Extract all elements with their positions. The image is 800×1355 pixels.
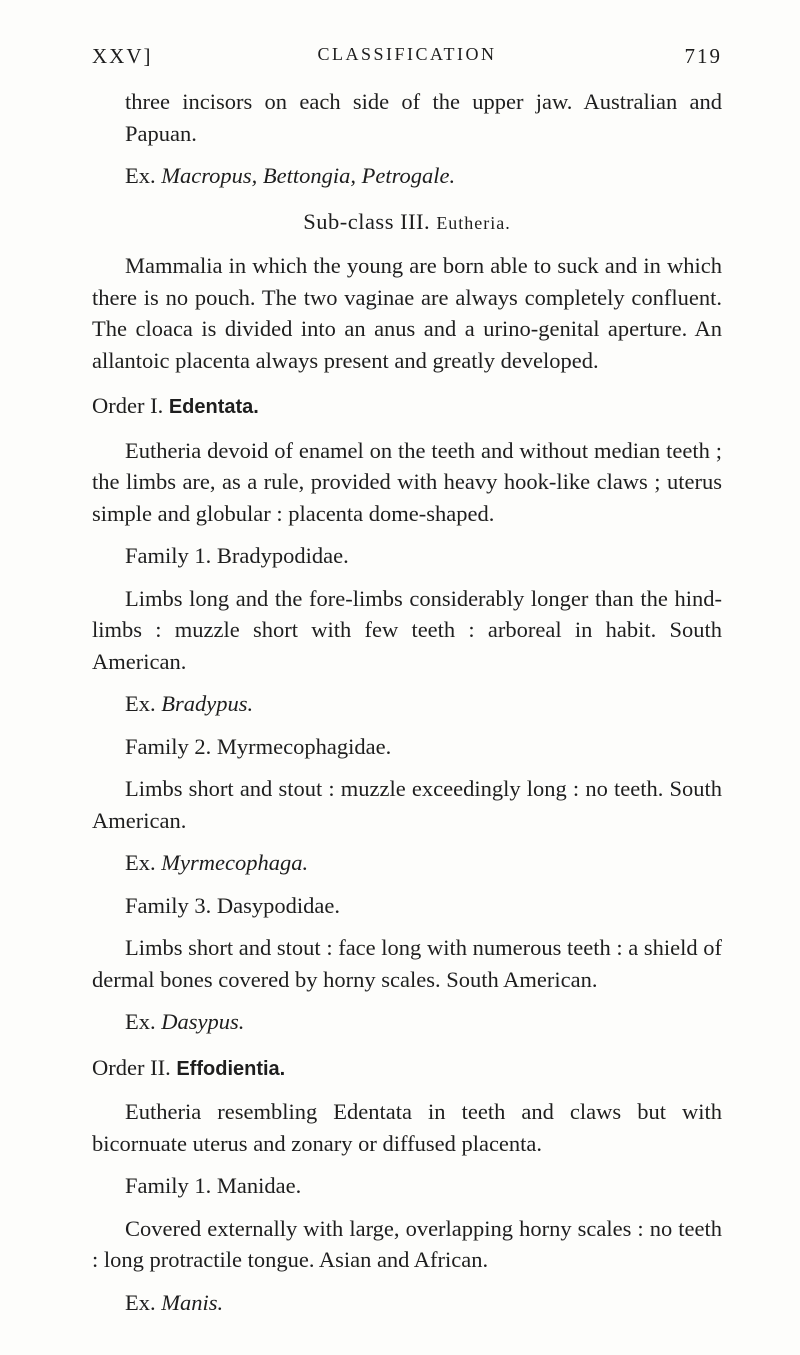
example-prefix: Ex. [125,691,156,716]
chapter-number: XXV] [92,44,153,68]
example-prefix: Ex. [125,850,156,875]
example-genus: Manis. [161,1289,224,1315]
example-genus: Bradypus. [161,691,254,716]
family-description: Covered externally with large, overlapping horny scales : no teeth : long protractile tongue. Asian and African. [92,1215,722,1272]
example-line [92,1287,722,1319]
text-line: three incisors on each side of the upper jaw. Australian [125,89,678,114]
page-body [92,86,722,1318]
family-heading: Family 3. Dasypodidae. [125,892,340,918]
example-prefix: Ex. [125,163,156,188]
eutheria-description: Mammalia in which the young are born able to suck and in which there is no pouch. The two vaginae are always completely confluent. The cloaca is divided into an anus and a urino-genital aperture. An allantoic placenta always present and greatly developed. [92,253,722,373]
edentata-description: Eutheria devoid of enamel on the teeth and without median teeth ; the limbs are, as a rule, provided with heavy hook-like claws ; uterus simple and globular : placenta dome-shaped. [92,437,722,526]
running-title: CLASSIFICATION [317,44,497,64]
example-genus: Dasypus. [161,1009,245,1034]
running-header [92,44,722,78]
example-genus: Myrmecophaga. [161,850,309,875]
example-prefix: Ex. [125,1289,156,1315]
continued-paragraph [92,86,722,149]
order-name: Edentata. [168,396,259,418]
family-description: Limbs short and stout : face long with numerous teeth : a shield of dermal bones covered by horny scales. South American. [92,935,722,992]
family-heading: Family 2. Myrmecophagidae. [125,733,392,759]
effodientia-description: Eutheria resembling Edentata in teeth and claws but with bicornuate uterus and zonary or diffused placenta. [92,1099,722,1156]
example-line [92,160,722,192]
page-number: 719 [684,44,722,68]
order-heading [92,1052,722,1086]
example-prefix: Ex. [125,1009,156,1034]
order-prefix: Order II. [92,1054,171,1080]
example-line [92,1006,722,1038]
order-heading [92,390,722,424]
example-line [92,688,722,720]
order-name: Effodientia. [176,1057,286,1080]
family-description: Limbs short and stout : muzzle exceedingly long : no teeth. South American. [92,776,722,833]
subclass-prefix: Sub-class III. [303,208,431,234]
order-prefix: Order I. [92,393,164,418]
example-genera: Macropus, Bettongia, Petrogale. [161,163,456,188]
family-description: Limbs long and the fore-limbs considerably longer than the hind-limbs : muzzle short with few teeth : arboreal in habit. South American. [92,585,722,674]
text-line: and Papuan. [125,89,723,146]
example-line [92,847,722,879]
subclass-heading [92,206,722,240]
family-heading: Family 1. Bradypodidae. [125,543,349,568]
family-heading: Family 1. Manidae. [125,1173,302,1198]
subclass-name: Eutheria. [436,212,511,233]
